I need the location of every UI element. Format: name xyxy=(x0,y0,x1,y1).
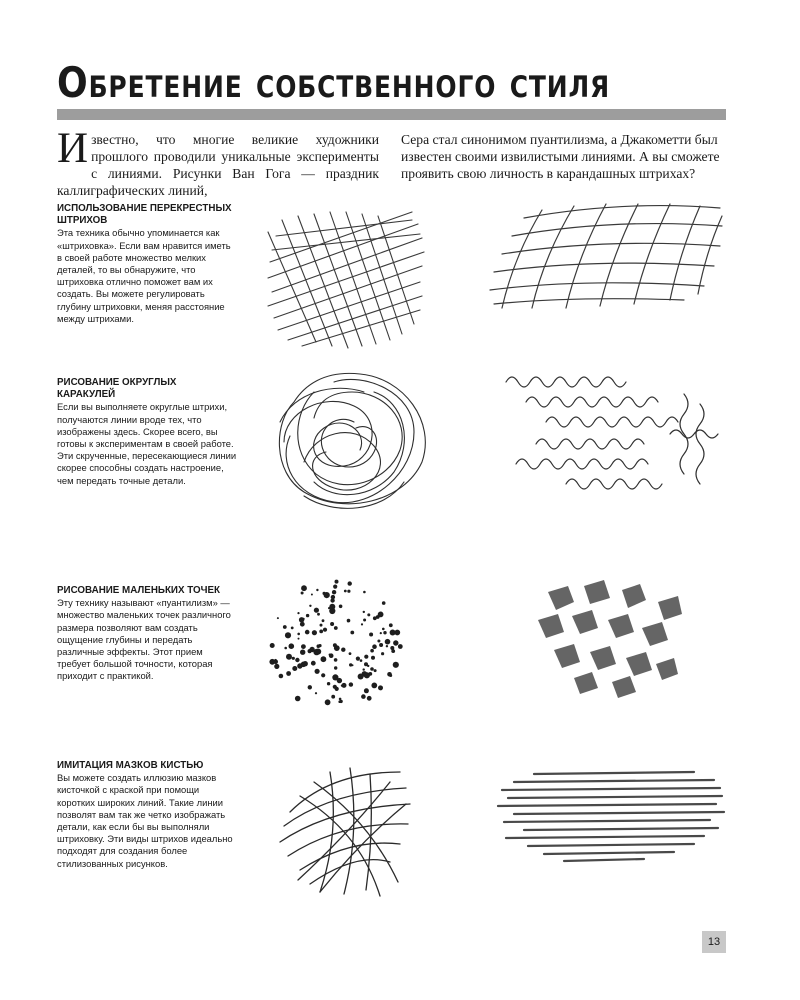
pencil-dot xyxy=(309,605,311,607)
pencil-dot xyxy=(335,580,339,584)
pencil-dot xyxy=(292,657,295,660)
crosshatch-curved-illustration xyxy=(484,196,730,312)
pencil-dot xyxy=(381,652,384,655)
pencil-dot xyxy=(372,644,377,649)
title-rule xyxy=(57,109,726,120)
pencil-dot xyxy=(390,630,396,636)
scribble-ball-illustration xyxy=(264,362,436,520)
section-body: Эту технику называют «пуантилизм» — множество маленьких точек различного размера позволяют вам создать ощущение глубины и передать различные эффекты. Этот прием требует большой точности, которая приходит с практикой. xyxy=(57,597,231,682)
pencil-dot xyxy=(349,652,352,655)
pencil-dot xyxy=(334,666,337,669)
pencil-dot xyxy=(289,644,293,648)
pencil-dot xyxy=(301,585,307,591)
scribble-waves-illustration xyxy=(496,364,726,506)
section-brush xyxy=(57,760,237,870)
intro-left-text: звестно, что многие великие художники прошлого проводили уникальные эксперименты с линиями. Рисунки Ван Гога — праздник каллиграфических линий, xyxy=(57,132,379,198)
pencil-dot xyxy=(374,669,377,672)
pencil-dot xyxy=(297,663,302,668)
crosshatch-square-illustration xyxy=(262,206,430,352)
section-heading: ИМИТАЦИЯ МАЗКОВ КИСТЬЮ xyxy=(57,760,204,771)
pencil-dot xyxy=(368,672,372,676)
pencil-dot xyxy=(349,682,353,686)
pencil-dot xyxy=(269,659,275,665)
pencil-dot xyxy=(370,667,374,671)
pencil-dot xyxy=(295,658,299,662)
pencil-dot xyxy=(377,640,380,643)
brush-horizontal-illustration xyxy=(494,766,728,866)
intro-column-left xyxy=(57,125,379,199)
section-scribbles xyxy=(57,377,237,487)
pencil-dot xyxy=(380,632,382,634)
pencil-dot xyxy=(378,612,384,618)
pencil-dot xyxy=(364,655,368,659)
pencil-dot xyxy=(367,696,372,701)
pencil-dot xyxy=(283,625,287,629)
pencil-dot xyxy=(279,674,284,679)
pencil-dot xyxy=(382,601,386,605)
pencil-dot xyxy=(308,649,312,653)
pencil-dot xyxy=(356,657,360,661)
pencil-dot xyxy=(323,628,327,632)
pencil-dot xyxy=(274,659,276,661)
pencil-dot xyxy=(328,607,330,609)
pencil-dot xyxy=(298,638,300,640)
section-heading: ИСПОЛЬЗОВАНИЕ ПЕРЕКРЕСТНЫХ ШТРИХОВ xyxy=(57,203,232,227)
page-title: Обретение собственного стиля xyxy=(57,58,611,107)
pencil-dot xyxy=(333,685,337,689)
pencil-dot xyxy=(338,679,342,683)
pencil-dot xyxy=(320,624,323,627)
pencil-dot xyxy=(393,640,398,645)
pencil-dot xyxy=(332,674,338,680)
pencil-dot xyxy=(321,656,327,662)
pencil-dot xyxy=(339,700,342,703)
pencil-dot xyxy=(277,617,279,619)
pencil-dot xyxy=(331,595,335,599)
pencil-dot xyxy=(344,590,347,593)
pencil-dot xyxy=(341,685,343,687)
pencil-dot xyxy=(295,696,301,702)
section-body: Эта техника обычно упоминается как «штриховка». Если вам нравится иметь в своей работе множество мелких деталей, то вы обнаружите, что штриховка отлично поможет вам их создать. Вы можете регулировать глубину штриховки, меняя расстояние между штрихами. xyxy=(57,227,231,324)
pencil-dot xyxy=(370,649,374,653)
pencil-dot xyxy=(364,688,369,693)
pencil-dot xyxy=(332,590,336,594)
dots-circle-illustration xyxy=(264,572,406,718)
pencil-dot xyxy=(379,643,383,647)
pencil-dot xyxy=(306,614,309,617)
section-body: Если вы выполняете округлые штрихи, получаются линии вроде тех, что изображены здесь. Скорее всего, вы готовы к экспериментам в своей работе. Эти скрученные, пересекающиеся линии скорее способны создать настроение, чем передать точные детали. xyxy=(57,401,237,486)
intro-dropcap: И xyxy=(57,125,89,172)
section-body: Вы можете создать иллюзию мазков кисточкой с краской при помощи коротких широких линий. Такие линии позволят вам так же четко изображать детали, как если бы вы выполняли штриховку. Эти виды штрихов идеально подходят для создания более стилизованных рисунков. xyxy=(57,772,233,869)
pencil-dot xyxy=(315,692,317,694)
pencil-dot xyxy=(291,627,294,630)
pencil-dot xyxy=(302,618,304,620)
pencil-dot xyxy=(292,666,297,671)
pencil-dot xyxy=(315,649,321,655)
pencil-dot xyxy=(311,661,316,666)
section-crosshatch xyxy=(57,203,237,325)
pencil-dot xyxy=(393,662,399,668)
pencil-dot xyxy=(301,644,306,649)
pencil-dot xyxy=(308,685,312,689)
pencil-dot xyxy=(361,694,366,699)
pencil-dot xyxy=(321,673,325,677)
pencil-dot xyxy=(285,632,291,638)
pencil-dot xyxy=(325,699,331,705)
pencil-dot xyxy=(301,592,304,595)
pencil-dot xyxy=(367,613,370,616)
pencil-dot xyxy=(286,654,292,660)
pencil-dot xyxy=(317,644,321,648)
brush-burst-illustration xyxy=(270,752,420,902)
pencil-dot xyxy=(363,591,366,594)
pencil-dot xyxy=(382,628,385,631)
pencil-dot xyxy=(333,585,337,589)
section-heading: РИСОВАНИЕ ОКРУГЛЫХ КАРАКУЛЕЙ xyxy=(57,377,177,401)
pencil-dot xyxy=(361,623,363,625)
pencil-dot xyxy=(300,650,305,655)
pencil-dot xyxy=(383,631,386,634)
intro-right-text: Сера стал синонимом пуантилизма, а Джакометти был известен своими извилистыми линиями. А вы сможете проявить свою личность в карандашных штрихах? xyxy=(401,132,720,181)
pencil-dot xyxy=(327,682,330,685)
pencil-dot xyxy=(387,641,390,644)
pencil-dot xyxy=(363,619,366,622)
pencil-dot xyxy=(314,608,319,613)
pencil-dot xyxy=(315,669,320,674)
pencil-dot xyxy=(270,643,275,648)
pencil-dot xyxy=(329,604,335,610)
pencil-dot xyxy=(363,611,365,613)
pencil-dot xyxy=(349,663,352,666)
pencil-dot xyxy=(339,605,343,609)
pencil-dot xyxy=(297,633,300,636)
pencil-dot xyxy=(389,674,392,677)
pencil-dot xyxy=(389,623,393,627)
pencil-dot xyxy=(347,590,350,593)
pencil-dot xyxy=(297,612,299,614)
section-dots xyxy=(57,585,237,683)
pencil-dot xyxy=(305,630,310,635)
pencil-dot xyxy=(398,644,403,649)
pencil-dot xyxy=(312,630,317,635)
pencil-dot xyxy=(341,648,345,652)
pencil-dot xyxy=(347,619,351,623)
pencil-dot xyxy=(348,581,352,585)
pencil-dot xyxy=(316,589,318,591)
page-number: 13 xyxy=(702,931,726,953)
pencil-dot xyxy=(358,674,364,680)
dots-patches-illustration xyxy=(528,572,698,704)
pencil-dot xyxy=(319,630,323,634)
pencil-dot xyxy=(350,631,354,635)
pencil-dot xyxy=(333,643,337,647)
pencil-dot xyxy=(274,664,279,669)
pencil-dot xyxy=(360,659,363,662)
pencil-dot xyxy=(367,665,369,667)
pencil-dot xyxy=(286,671,291,676)
pencil-dot xyxy=(330,622,334,626)
intro-column-right xyxy=(401,131,726,182)
pencil-dot xyxy=(317,613,320,616)
pencil-dot xyxy=(378,685,383,690)
section-heading: РИСОВАНИЕ МАЛЕНЬКИХ ТОЧЕК xyxy=(57,585,220,596)
pencil-dot xyxy=(363,668,365,670)
pencil-dot xyxy=(331,695,335,699)
pencil-dot xyxy=(322,619,325,622)
pencil-dot xyxy=(324,592,330,598)
pencil-dot xyxy=(311,594,313,596)
pencil-dot xyxy=(371,656,375,660)
pencil-dot xyxy=(329,654,331,656)
pencil-dot xyxy=(334,626,338,630)
pencil-dot xyxy=(334,658,338,662)
pencil-dot xyxy=(300,622,305,627)
pencil-dot xyxy=(386,645,388,647)
pencil-dot xyxy=(391,649,395,653)
dots-circle-group xyxy=(269,580,402,706)
pencil-dot xyxy=(369,633,373,637)
pencil-dot xyxy=(284,647,287,650)
pencil-dot xyxy=(371,683,377,689)
